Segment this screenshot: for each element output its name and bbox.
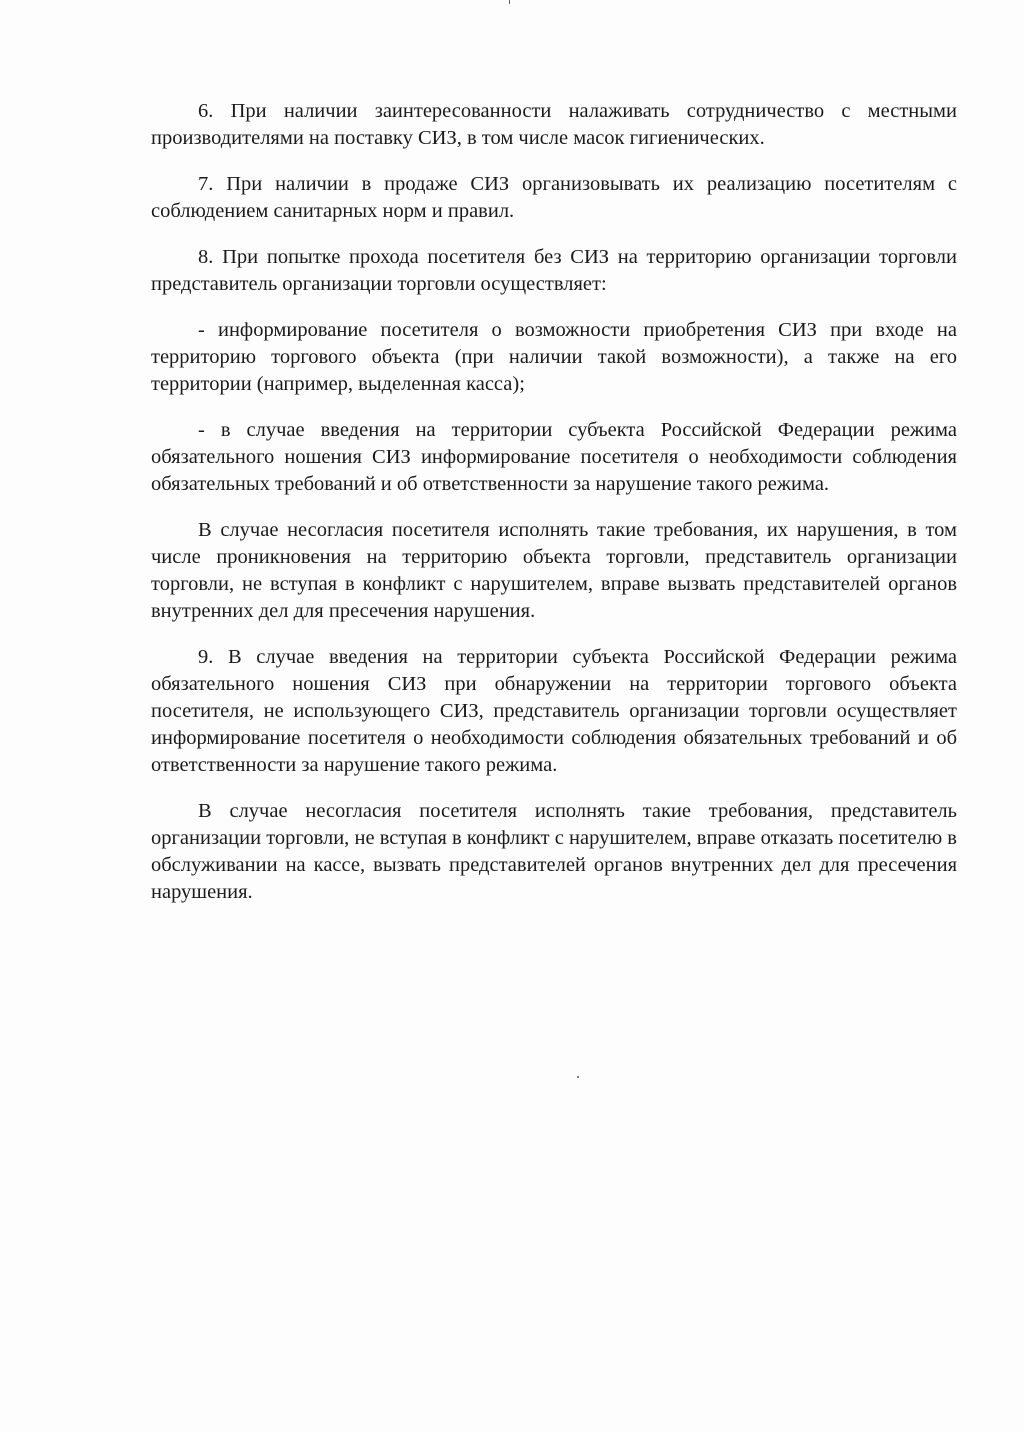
scan-speck (509, 0, 510, 4)
paragraph-9: 9. В случае введения на территории субъекта Российской Федерации режима обязательного ношения СИЗ при обнаружении на территории торгового объекта посетителя, не использующего СИЗ, представитель организации торговли осуществляет информирование посетителя о необходимости соблюдения обязательных требований и об ответственности за нарушение такого режима. (151, 646, 957, 776)
paragraph-6: 6. При наличии заинтересованности налаживать сотрудничество с местными производителями на поставку СИЗ, в том числе масок гигиенических. (151, 100, 957, 149)
paragraph-9-refusal: В случае несогласия посетителя исполнять такие требования, представитель организации торговли, не вступая в конфликт с нарушителем, вправе отказать посетителю в обслуживании на кассе, вызвать представителей органов внутренних дел для пресечения нарушения. (151, 800, 957, 903)
paragraph-8: 8. При попытке прохода посетителя без СИЗ на территорию организации торговли представитель организации торговли осуществляет: (151, 246, 957, 295)
paragraph-8-item-informing: - информирование посетителя о возможности приобретения СИЗ при входе на территорию торгового объекта (при наличии такой возможности), а также на его территории (например, выделенная касса); (151, 319, 957, 395)
paragraph-7: 7. При наличии в продаже СИЗ организовывать их реализацию посетителям с соблюдением санитарных норм и правил. (151, 173, 957, 222)
document-body (151, 98, 957, 924)
paragraph-8-refusal: В случае несогласия посетителя исполнять такие требования, их нарушения, в том числе проникновения на территорию объекта торговли, представитель организации торговли, не вступая в конфликт с нарушителем, вправе вызвать представителей органов внутренних дел для пресечения нарушения. (151, 519, 957, 622)
paragraph-8-item-mandatory-regime: - в случае введения на территории субъекта Российской Федерации режима обязательного ношения СИЗ информирование посетителя о необходимости соблюдения обязательных требований и об ответственности за нарушение такого режима. (151, 419, 957, 495)
scan-speck (577, 1076, 579, 1078)
